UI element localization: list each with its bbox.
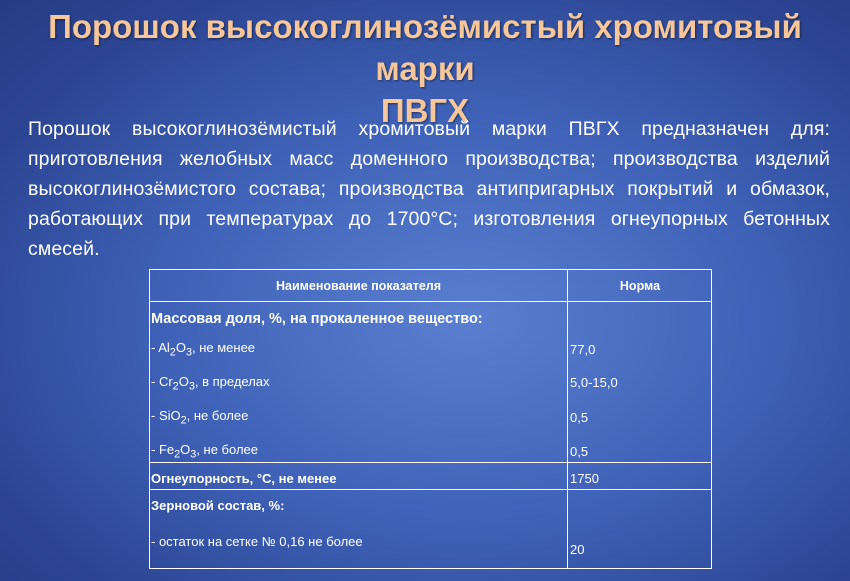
section-grain-composition: Зерновой состав, %: xyxy=(151,498,285,513)
row-fe2o3-label: - $Fe_2O_3$, не более xyxy=(151,442,258,461)
slide-title-line-1: Порошок высокоглинозёмистый хромитовый марки xyxy=(48,8,802,87)
row-sio2-value: 0,5 xyxy=(570,410,589,425)
row-al2o3-label: - $Al_2O_3$, не менее xyxy=(151,340,256,359)
row-refractoriness-value: 1750 xyxy=(570,471,599,486)
column-divider xyxy=(567,270,568,568)
row-cr2o3-value: 5,0-15,0 xyxy=(570,375,618,390)
row-fe2o3-value: 0,5 xyxy=(570,444,589,459)
row-divider xyxy=(150,462,711,463)
slide-title-line-2: ПВГХ xyxy=(380,92,470,129)
row-cr2o3-label: - $Cr_2O_3$, в пределах xyxy=(151,374,270,393)
specification-table xyxy=(149,269,712,569)
row-sio2-label: - SiO$_2$, не более xyxy=(151,408,249,427)
section-mass-fraction: Массовая доля, %, на прокаленное вещество: xyxy=(151,311,483,327)
row-divider xyxy=(150,489,711,490)
row-residue-value: 20 xyxy=(570,542,585,557)
header-norm: Норма xyxy=(619,279,661,293)
row-residue-label: - остаток на сетке № 0,16 не более xyxy=(151,534,363,549)
row-al2o3-value: 77,0 xyxy=(570,342,596,357)
header-divider xyxy=(150,301,711,302)
description-paragraph: Порошок высокоглинозёмистый хромитовый марки ПВГХ предназначен для: приготовления желобных масс доменного производства; производства изделий высокоглинозёмистого состава; производства антипригарных покрытий и обмазок, работающих при температурах до 1700°С; изготовления огнеупорных бетонных смесей. xyxy=(28,118,830,260)
header-indicator-name: Наименование показателя xyxy=(275,279,442,293)
row-refractoriness-label: Огнеупорность, °С, не менее xyxy=(151,471,337,486)
